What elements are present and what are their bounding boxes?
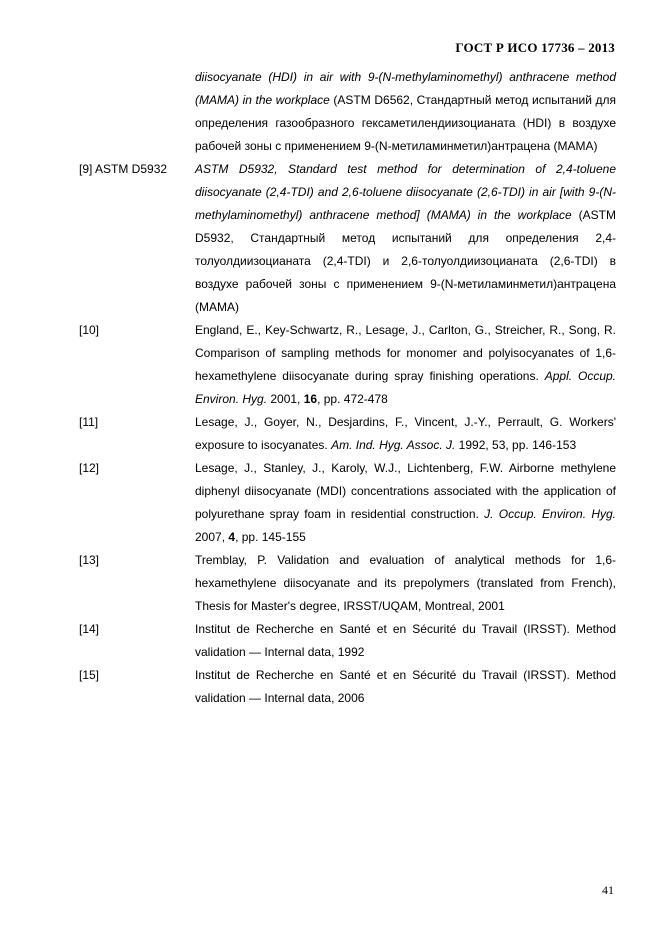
document-header-code: ГОСТ Р ИСО 17736 – 2013 [455, 40, 615, 55]
reference-entry-12 [0, 457, 661, 549]
reference-list [0, 66, 661, 710]
reference-label: [12] [79, 461, 100, 475]
reference-full-text: Tremblay, P. Validation and evaluation of analytical methods for 1,6-hexamethylene diisocyanate and its prepolymers (translated from French), Thesis for Master's degree, IRSST/UQAM, Montreal, 2001 [195, 553, 616, 613]
reference-text [195, 411, 616, 457]
reference-label: [13] [79, 553, 100, 567]
reference-label: [10] [79, 323, 100, 337]
reference-text [195, 319, 616, 411]
reference-full-text: Institut de Recherche en Santé et en Sécurité du Travail (IRSST). Method validation — Internal data, 2006 [195, 668, 616, 705]
journal-name: J. Occup. Environ. Hyg. [484, 507, 617, 521]
reference-text [195, 618, 616, 664]
reference-authors-title: Lesage, J., Goyer, N., Desjardins, F., Vincent, J.-Y., Perrault, G. Workers' exposure to isocyanates. [195, 415, 616, 452]
reference-text [195, 158, 616, 319]
reference-entry-15 [0, 664, 661, 710]
reference-text [195, 664, 616, 710]
journal-volume: 4 [228, 530, 236, 544]
reference-pages: , pp. 472-478 [317, 392, 388, 406]
reference-entry-14 [0, 618, 661, 664]
reference-label: [14] [79, 622, 100, 636]
reference-entry-13 [0, 549, 661, 618]
reference-label: [11] [79, 415, 99, 429]
reference-authors-title: England, E., Key-Schwartz, R., Lesage, J., Carlton, G., Streicher, R., Song, R. Comparison of sampling methods for monomer and polyisocyanates of 1,6-hexamethylene diisocyanate during spray finishing operations. [195, 323, 616, 383]
reference-entry-9 [0, 158, 661, 319]
reference-entry-10 [0, 319, 661, 411]
reference-full-text: Institut de Recherche en Santé et en Sécurité du Travail (IRSST). Method validation — Internal data, 1992 [195, 622, 616, 659]
reference-text [195, 457, 616, 549]
journal-name: Am. Ind. Hyg. Assoc. J. [331, 438, 456, 452]
reference-text [195, 549, 616, 618]
journal-name: Appl. Occup. Environ. Hyg. [195, 369, 617, 406]
reference-authors-title: Lesage, J., Stanley, J., Karoly, W.J., Lichtenberg, F.W. Airborne methylene diphenyl diisocyanate (MDI) concentrations associated with the application of polyurethane spray foam in residential construction. [195, 461, 616, 521]
reference-year-pages: 1992, 53, pp. 146-153 [455, 438, 577, 452]
reference-title-ru: (ASTM D5932, Стандартный метод испытаний для определения 2,4-толуолдиизоцианата (2,4-TDI) и 2,6-толуолдиизоцианата (2,6-TDI) в воздухе рабочей зоны с применением 9-(N-метиламинметил)антрацена (MAMA) [195, 208, 616, 314]
reference-pages: , pp. 145-155 [235, 530, 306, 544]
reference-year: 2001, [267, 392, 304, 406]
reference-title-en: diisocyanate (HDI) in air with 9-(N-methylaminomethyl) anthracene method (MAMA) in the workplace [195, 70, 616, 107]
reference-title-en: ASTM D5932, Standard test method for determination of 2,4-toluene diisocyanate (2,4-TDI) and 2,6-toluene diisocyanate (2,6-TDI) in air [with 9-(N-methylaminomethyl) anthracene method] (MAMA) in the workplace [195, 162, 616, 222]
journal-volume: 16 [303, 392, 318, 406]
reference-label: [15] [79, 668, 100, 682]
reference-text [195, 66, 616, 158]
reference-year: 2007, [195, 530, 229, 544]
reference-entry-11 [0, 411, 661, 457]
reference-label: [9] ASTM D5932 [79, 162, 168, 176]
reference-entry-8-continued [0, 66, 661, 158]
page-number: 41 [602, 883, 614, 897]
reference-title-ru: (ASTM D6562, Стандартный метод испытаний для определения газообразного гексаметилендиизоцианата (HDI) в воздухе рабочей зоны с применением 9-(N-метиламинметил)антрацена (MAMA) [195, 93, 616, 153]
